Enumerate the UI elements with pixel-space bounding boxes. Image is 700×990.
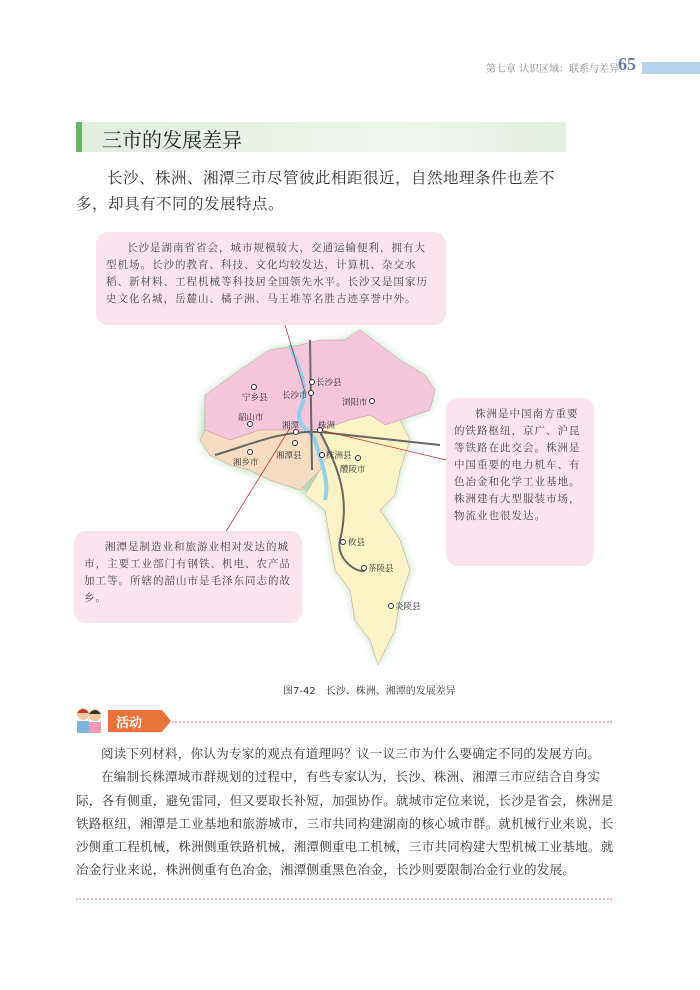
label-youxian: 攸县 (348, 538, 366, 548)
label-ningxiang: 宁乡县 (242, 393, 268, 403)
label-xiangxiang: 湘乡市 (233, 458, 259, 468)
label-liling: 醴陵市 (340, 465, 366, 475)
chapter-header: 第七章 认识区域：联系与差异 (486, 64, 620, 75)
activity-arrow (162, 710, 171, 732)
divider-bottom (76, 898, 612, 900)
label-changsha-county: 长沙县 (316, 378, 342, 388)
label-zhuzhou-county: 株洲县 (326, 451, 352, 461)
label-xiangtan-county: 湘潭县 (276, 451, 302, 461)
label-xiangtan: 湘潭 (282, 421, 300, 431)
header-bar (642, 62, 700, 74)
section-title: 三市的发展差异 (102, 128, 242, 152)
label-changsha-city: 长沙市 (282, 391, 308, 401)
page-number: 65 (618, 54, 636, 74)
children-icon (74, 706, 104, 734)
activity-prompt: 阅读下列材料，你认为专家的观点有道理吗？议一议三市为什么要确定不同的发展方向。 (101, 746, 601, 761)
divider-top (172, 721, 612, 723)
section-marker (76, 122, 82, 152)
label-chaling: 茶陵县 (368, 564, 394, 574)
activity-label: 活动 (108, 710, 162, 732)
callout-changsha: 长沙是湖南省省会，城市规模较大，交通运输便利，拥有大型机场。长沙的教育、科技、文化均较发达，计算机、杂交水稻、新材料、工程机械等科技居全国领先水平。长沙又是国家历史文化名城，岳麓山、橘子洲、马王堆等名胜古迹享誉中外。 (96, 232, 446, 325)
callout-xiangtan: 湘潭是制造业和旅游业相对发达的城市，主要工业部门有钢铁、机电、农产品加工等。所辖的韶山市是毛泽东同志的故乡。 (74, 531, 302, 623)
label-liuyang: 浏阳市 (342, 398, 368, 408)
label-shaoshan: 韶山市 (238, 413, 264, 423)
label-yanling: 炎陵县 (395, 602, 421, 612)
activity-material: 在编制长株潭城市群规划的过程中，有些专家认为，长沙、株洲、湘潭三市应结合自身实际，各有侧重，避免雷同，但又要取长补短，加强协作。就城市定位来说，长沙是省会，株洲是铁路枢纽，湘潭是工业基地和旅游城市，三市共同构建湖南的核心城市群。就机械行业来说，长沙侧重工程机械，株洲侧重铁路机械，湘潭侧重电工机械，三市共同构建大型机械工业基地。就冶金行业来说，株洲侧重有色冶金，湘潭侧重黑色冶金，长沙则要限制冶金行业的发展。 (76, 769, 614, 878)
figure-caption: 图7-42 长沙、株洲、湘潭的发展差异 (283, 686, 456, 697)
label-zhuzhou: 株洲 (318, 421, 336, 431)
callout-zhuzhou: 株洲是中国南方重要的铁路枢纽，京广、沪昆等铁路在此交会。株洲是中国重要的电力机车、有色冶金和化学工业基地。株洲建有大型服装市场，物流业也很发达。 (446, 398, 594, 566)
activity-text (76, 742, 614, 882)
intro-paragraph: 长沙、株洲、湘潭三市尽管彼此相距很近，自然地理条件也差不多，却具有不同的发展特点。 (76, 169, 556, 213)
